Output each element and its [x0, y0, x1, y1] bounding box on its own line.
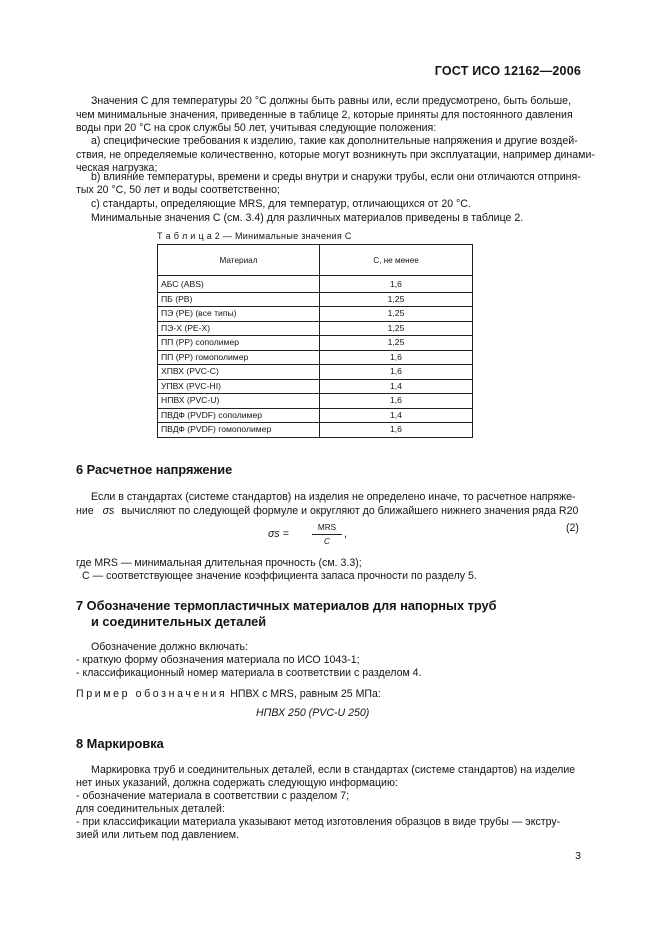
table-row: [158, 307, 473, 322]
table-header-c-value: C, не менее: [320, 245, 473, 276]
intro-paragraph-line: чем минимальные значения, приведенные в таблице 2, которые приняты для постоянного давления: [76, 109, 573, 121]
document-code-header: ГОСТ ИСО 12162—2006: [434, 64, 581, 78]
example-line: [76, 688, 381, 702]
intro-paragraph-line: Значения C для температуры 20 °С должны быть равны или, если предусмотрено, быть больше,: [91, 95, 572, 107]
material-cell: ПВДФ (PVDF) гомополимер: [158, 423, 320, 438]
intro-paragraph-line: Минимальные значения C (см. 3.4) для различных материалов приведены в таблице 2.: [91, 212, 524, 224]
material-cell: ПП (PP) гомополимер: [158, 350, 320, 365]
table-row: [158, 408, 473, 423]
material-cell: ХПВХ (PVC-C): [158, 365, 320, 380]
table-row: [158, 350, 473, 365]
formula-comma: ,: [344, 528, 347, 540]
example-designation: НПВХ 250 (PVC-U 250): [256, 707, 370, 719]
table-row: [158, 336, 473, 351]
material-cell: ПЭ (PE) (все типы): [158, 307, 320, 322]
section-8-line: для соединительных деталей:: [76, 803, 225, 815]
min-c-values-table: [157, 244, 473, 438]
c-value-cell: 1,6: [320, 394, 473, 409]
section-7-line: - классификационный номер материала в соответствии с разделом 4.: [76, 667, 422, 679]
formula-number: (2): [566, 522, 579, 534]
formula-lhs: σs =: [268, 528, 289, 540]
c-value-cell: 1,6: [320, 423, 473, 438]
section-8-line: - обозначение материала в соответствии с разделом 7;: [76, 790, 350, 802]
section-7-line: Обозначение должно включать:: [91, 641, 249, 653]
section-6-text: вычисляют по следующей формуле и округляют до ближайшего нижнего значения ряда R20: [121, 505, 579, 517]
formula-legend-line: где MRS — минимальная длительная прочность (см. 3.3);: [76, 557, 362, 569]
c-value-cell: 1,25: [320, 336, 473, 351]
c-value-cell: 1,6: [320, 350, 473, 365]
c-value-cell: 1,6: [320, 365, 473, 380]
section-6-heading: 6 Расчетное напряжение: [76, 462, 233, 477]
material-cell: УПВХ (PVC-HI): [158, 379, 320, 394]
section-8-line: Маркировка труб и соединительных деталей, если в стандартах (системе стандартов) на изделие: [91, 764, 576, 776]
formula-fraction: [312, 523, 342, 546]
formula-denominator: C: [324, 537, 330, 546]
c-value-cell: 1,25: [320, 321, 473, 336]
list-item-b-cont: тых 20 °С, 50 лет и воды соответственно;: [76, 184, 280, 196]
list-item-a-cont: ческая нагрузка;: [76, 162, 158, 174]
material-cell: ПЭ-Х (PE-X): [158, 321, 320, 336]
intro-paragraph-line: воды при 20 °С на срок службы 50 лет, учитывая следующие положения:: [76, 122, 437, 134]
list-item-b: b) влияние температуры, времени и среды внутри и снаружи трубы, если они отличаются отприня-: [91, 171, 581, 183]
example-label: Пример обозначения: [76, 688, 228, 700]
section-7-heading-cont: и соединительных деталей: [91, 614, 267, 629]
c-value-cell: 1,25: [320, 292, 473, 307]
formula-legend-line: C — соответствующее значение коэффициента запаса прочности по разделу 5.: [82, 570, 477, 582]
table-header-material: Материал: [158, 245, 320, 276]
section-6-line: [76, 505, 578, 519]
list-item-a-cont: ствия, не определяемые количественно, которые могут возникнуть при эксплуатации, например динами-: [76, 149, 595, 161]
material-cell: АБС (ABS): [158, 276, 320, 293]
c-value-cell: 1,4: [320, 379, 473, 394]
material-cell: ПБ (PB): [158, 292, 320, 307]
section-8-line: нет иных указаний, должна содержать следующую информацию:: [76, 777, 398, 789]
table-row: [158, 379, 473, 394]
material-cell: ПВДФ (PVDF) сополимер: [158, 408, 320, 423]
list-item-c: c) стандарты, определяющие MRS, для температур, отличающихся от 20 °С.: [91, 198, 471, 210]
section-8-heading: 8 Маркировка: [76, 736, 164, 751]
sigma-symbol: σs: [102, 505, 115, 517]
table-caption: Т а б л и ц а 2 — Минимальные значения C: [157, 231, 352, 241]
table-row: [158, 321, 473, 336]
table-row: [158, 276, 473, 293]
table-row: [158, 423, 473, 438]
table-row: [158, 365, 473, 380]
table-row: [158, 394, 473, 409]
section-6-text: ние: [76, 505, 94, 517]
c-value-cell: 1,4: [320, 408, 473, 423]
material-cell: НПВХ (PVC-U): [158, 394, 320, 409]
section-7-line: - краткую форму обозначения материала по ИСО 1043-1;: [76, 654, 360, 666]
section-8-line: - при классификации материала указывают метод изготовления образцов в виде трубы — экстру-: [76, 816, 561, 828]
c-value-cell: 1,25: [320, 307, 473, 322]
section-8-line: зией или литьем под давлением.: [76, 829, 240, 841]
table-row: [158, 292, 473, 307]
material-cell: ПП (PP) сополимер: [158, 336, 320, 351]
list-item-a: a) специфические требования к изделию, такие как дополнительные напряжения и другие воздей-: [91, 135, 578, 147]
page-number: 3: [575, 850, 581, 862]
formula-numerator: MRS: [312, 523, 342, 535]
section-6-line: Если в стандартах (системе стандартов) на изделия не определено иначе, то расчетное напряже-: [91, 491, 576, 503]
section-7-heading: 7 Обозначение термопластичных материалов для напорных труб: [76, 598, 497, 613]
example-text: НПВХ с MRS, равным 25 МПа:: [230, 688, 381, 700]
c-value-cell: 1,6: [320, 276, 473, 293]
